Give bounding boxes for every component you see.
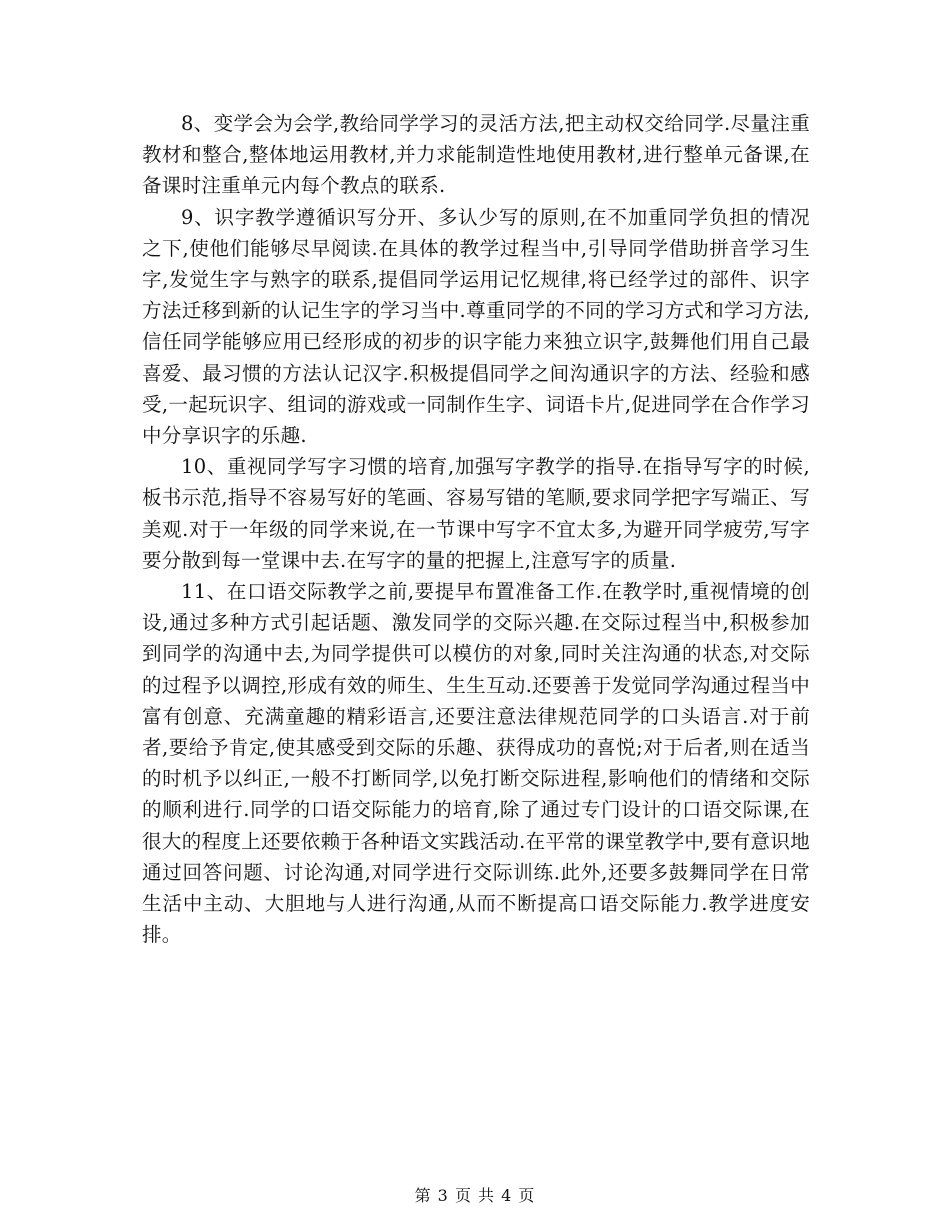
page-number-footer: 第 3 页 共 4 页 [414, 1186, 536, 1205]
document-body [142, 108, 810, 950]
paragraph-10: 10、重视同学写字习惯的培育,加强写字教学的指导.在指导写字的时候,板书示范,指导不容易写好的笔画、容易写错的笔顺,要求同学把字写端正、写美观.对于一年级的同学来说,在一节课中写字不宜太多,为避开同学疲劳,写字要分散到每一堂课中去.在写字的量的把握上,注意写字的质量. [142, 455, 810, 572]
paragraph-9: 9、识字教学遵循识写分开、多认少写的原则,在不加重同学负担的情况之下,使他们能够尽早阅读.在具体的教学过程当中,引导同学借助拼音学习生字,发觉生字与熟字的联系,提倡同学运用记忆规律,将已经学过的部件、识字方法迁移到新的认记生字的学习当中.尊重同学的不同的学习方式和学习方法,信任同学能够应用已经形成的初步的识字能力来独立识字,鼓舞他们用自己最喜爱、最习惯的方法认记汉字.积极提倡同学之间沟通识字的方法、经验和感受,一起玩识字、组词的游戏或一同制作生字、词语卡片,促进同学在合作学习中分享识字的乐趣. [142, 205, 810, 448]
paragraph-11: 11、在口语交际教学之前,要提早布置准备工作.在教学时,重视情境的创设,通过多种方式引起话题、激发同学的交际兴趣.在交际过程当中,积极参加到同学的沟通中去,为同学提供可以模仿的对象,同时关注沟通的状态,对交际的过程予以调控,形成有效的师生、生生互动.还要善于发觉同学沟通过程当中富有创意、充满童趣的精彩语言,还要注意法律规范同学的口头语言.对于前者,要给予肯定,使其感受到交际的乐趣、获得成功的喜悦;对于后者,则在适当的时机予以纠正,一般不打断同学,以免打断交际进程,影响他们的情绪和交际的顺利进行.同学的口语交际能力的培育,除了通过专门设计的口语交际课,在很大的程度上还要依赖于各种语文实践活动.在平常的课堂教学中,要有意识地通过回答问题、讨论沟通,对同学进行交际训练.此外,还要多鼓舞同学在日常生活中主动、大胆地与人进行沟通,从而不断提高口语交际能力.教学进度安排。 [142, 580, 810, 947]
paragraph-8: 8、变学会为会学,教给同学学习的灵活方法,把主动权交给同学.尽量注重教材和整合,整体地运用教材,并力求能制造性地使用教材,进行整单元备课,在备课时注重单元内每个教点的联系. [142, 112, 810, 198]
